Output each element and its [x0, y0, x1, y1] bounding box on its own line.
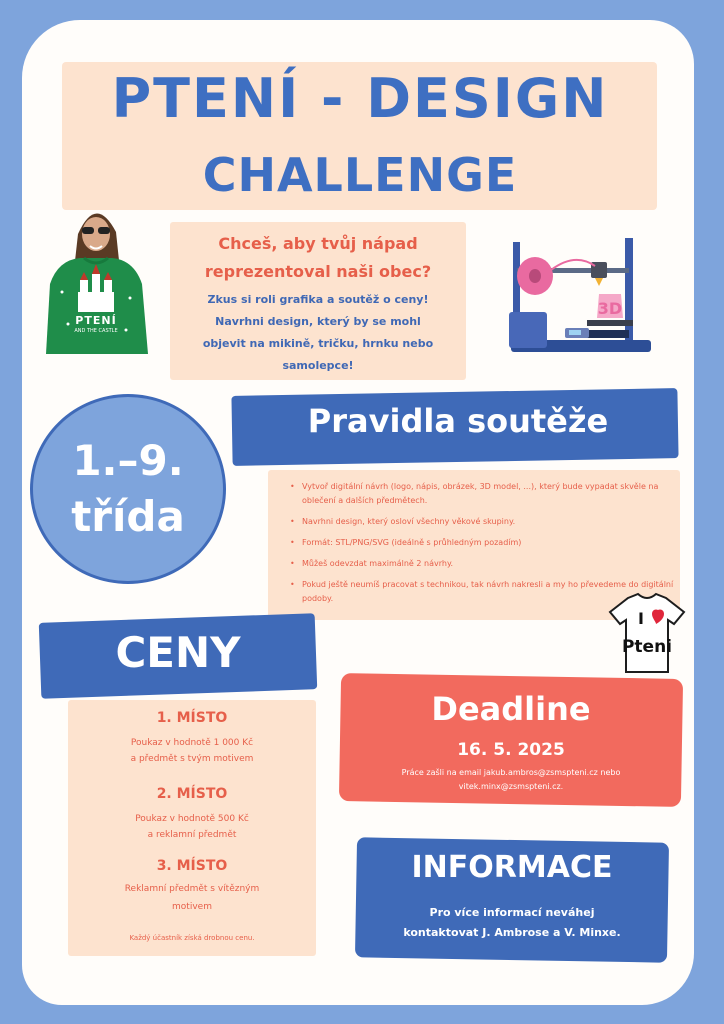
- intro-text-line2: Navrhni design, který by se mohl: [215, 315, 421, 328]
- tshirt-top-text: I: [638, 609, 644, 628]
- intro-text-line1: Zkus si roli grafika a soutěž o ceny!: [207, 293, 429, 306]
- prizes-heading: CENY: [115, 628, 241, 677]
- rules-heading: Pravidla soutěže: [307, 402, 609, 440]
- prize-1-title: 1. MÍSTO: [156, 710, 228, 726]
- rule-item: • Formát: STL/PNG/SVG (ideálně s průhledným pozadím): [302, 536, 688, 550]
- prize-1-line1: Poukaz v hodnotě 1 000 Kč: [130, 738, 254, 748]
- title-line1: PTENÍ - DESIGN: [111, 67, 609, 130]
- info-line2: kontaktovat J. Ambrose a V. Minxe.: [403, 926, 621, 939]
- rule-item: • Můžeš odevzdat maximálně 2 návrhy.: [302, 557, 688, 571]
- tshirt-illustration: [606, 592, 688, 676]
- tshirt-bottom-text: Pteni: [621, 637, 673, 657]
- grades-circle: [30, 394, 226, 584]
- intro-question-line1: Chceš, aby tvůj nápad: [218, 234, 418, 253]
- sweater-photo: [40, 194, 152, 356]
- deadline-date: 16. 5. 2025: [457, 740, 565, 760]
- rule-item: • Vytvoř digitální návrh (logo, nápis, obrázek, 3D model, ...), který bude vypadat skvěle na oblečení a dalších předmětech.: [302, 480, 688, 508]
- deadline-line2: vitek.minx@zsmspteni.cz.: [458, 782, 564, 791]
- info-heading: INFORMACE: [411, 850, 613, 885]
- intro-text-line3: objevit na mikině, tričku, hrnku nebo: [202, 337, 434, 350]
- intro-text-line4: samolepce!: [282, 359, 354, 372]
- rule-item: • Navrhni design, který osloví všechny věkové skupiny.: [302, 515, 688, 529]
- grades-line2: třída: [71, 492, 185, 541]
- prize-1-line2: a předmět s tvým motivem: [130, 754, 254, 764]
- sweater-subtext: AND THE CASTLE: [74, 328, 118, 334]
- prize-2-line2: a reklamní předmět: [147, 830, 237, 840]
- info-line1: Pro více informací neváhej: [429, 906, 595, 919]
- sweater-text: PTENÍ: [75, 314, 117, 327]
- grades-line1: 1.–9.: [72, 436, 184, 485]
- 3d-printer-illustration: [505, 232, 657, 356]
- prize-3-line1: Reklamní předmět s vítězným: [124, 884, 260, 894]
- prize-2-title: 2. MÍSTO: [156, 786, 228, 802]
- deadline-line1: Práce zašli na email jakub.ambros@zsmspteni.cz nebo: [401, 768, 621, 777]
- printer-badge: 3D: [597, 299, 623, 318]
- prize-3-line2: motivem: [172, 902, 212, 912]
- intro-question-line2: reprezentoval naši obec?: [204, 262, 432, 281]
- prizes-note: Každý účastník získá drobnou cenu.: [129, 934, 255, 942]
- deadline-heading: Deadline: [431, 690, 591, 728]
- prize-2-line1: Poukaz v hodnotě 500 Kč: [135, 814, 249, 824]
- prize-3-title: 3. MÍSTO: [156, 858, 228, 874]
- title-line2: CHALLENGE: [202, 148, 518, 202]
- rule-item: • Pokud ještě neumíš pracovat s technikou, tak návrh nakresli a my ho převedeme do digitální podoby.: [302, 578, 688, 606]
